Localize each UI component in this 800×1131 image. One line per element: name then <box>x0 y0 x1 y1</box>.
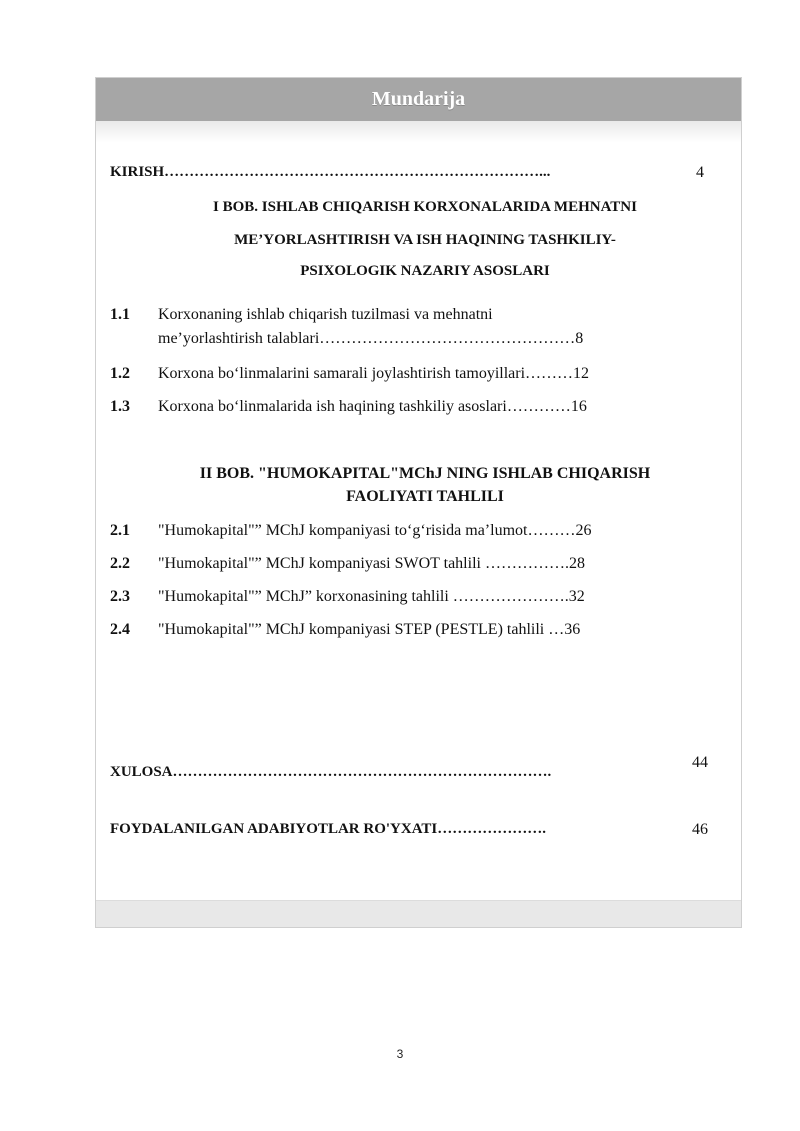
chapter-2-heading-line-2[interactable]: FAOLIYATI TAHLILI <box>346 488 504 505</box>
page-number: 3 <box>396 1047 404 1061</box>
chapter-1-heading-line-2[interactable]: ME’YORLASHTIRISH VA ISH HAQINING TASHKILIY- <box>234 232 616 248</box>
toc-entry-1-3[interactable]: Korxona bo‘linmalarida ish haqining tashkiliy asoslari…………16 <box>158 398 587 415</box>
toc-page-xulosa: 44 <box>692 754 708 771</box>
toc-entry-xulosa[interactable]: XULOSA…………………………………………………………………. <box>110 764 552 780</box>
toc-page-adabiyotlar: 46 <box>692 821 708 838</box>
toc-title: Mundarija <box>371 88 466 110</box>
chapter-1-heading-line-3[interactable]: PSIXOLOGIK NAZARIY ASOSLARI <box>300 263 550 279</box>
chapter-2-heading-line-1[interactable]: II BOB. "HUMOKAPITAL"MChJ NING ISHLAB CHIQARISH <box>199 465 651 482</box>
section-number-2-3: 2.3 <box>110 588 130 605</box>
toc-header <box>96 78 741 121</box>
header-shadow-band <box>96 121 741 143</box>
toc-entry-1-1-line-2[interactable]: me’yorlashtirish talablari…………………………………………8 <box>158 330 584 347</box>
toc-entry-adabiyotlar[interactable]: FOYDALANILGAN ADABIYOTLAR RO'YXATI…………………. <box>110 821 547 837</box>
toc-entry-1-2[interactable]: Korxona bo‘linmalarini samarali joylashtirish tamoyillari………12 <box>158 365 590 382</box>
section-number-2-1: 2.1 <box>110 522 130 539</box>
section-number-2-2: 2.2 <box>110 555 130 572</box>
chapter-1-heading-line-1[interactable]: I BOB. ISHLAB CHIQARISH KORXONALARIDA MEHNATNI <box>213 199 637 215</box>
toc-entry-1-1-line-1[interactable]: Korxonaning ishlab chiqarish tuzilmasi va mehnatni <box>158 306 493 323</box>
toc-page-kirish: 4 <box>696 164 704 181</box>
toc-entry-2-1[interactable]: "Humokapital"” MChJ kompaniyasi to‘g‘risida ma’lumot………26 <box>158 522 592 539</box>
toc-entry-2-2[interactable]: "Humokapital"” MChJ kompaniyasi SWOT tahlili …………….28 <box>158 555 585 572</box>
toc-entry-2-4[interactable]: "Humokapital"” MChJ kompaniyasi STEP (PESTLE) tahlili …36 <box>158 621 581 638</box>
toc-entry-2-3[interactable]: "Humokapital"” MChJ” korxonasining tahlili ………………….32 <box>158 588 585 605</box>
toc-entry-kirish[interactable]: KIRISH…………………………………………………………………... <box>110 164 551 180</box>
section-number-1-3: 1.3 <box>110 398 130 415</box>
section-number-2-4: 2.4 <box>110 621 130 638</box>
section-number-1-1: 1.1 <box>110 306 130 323</box>
footer-band <box>96 900 741 927</box>
section-number-1-2: 1.2 <box>110 365 130 382</box>
